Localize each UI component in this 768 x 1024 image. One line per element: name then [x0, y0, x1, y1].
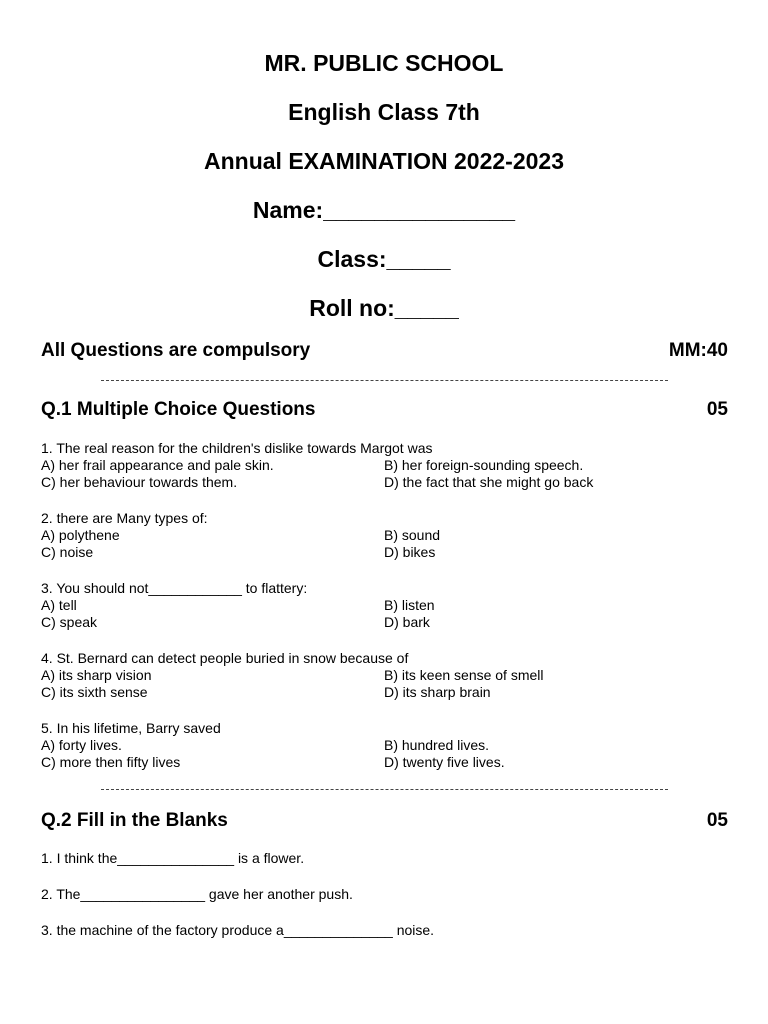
option-d: D) bark — [384, 614, 430, 630]
option-d: D) bikes — [384, 544, 436, 560]
question-text: 1. The real reason for the children's dislike towards Margot was — [41, 440, 433, 456]
mcq-question — [41, 580, 728, 631]
section2-marks: 05 — [706, 810, 728, 831]
option-d: D) twenty five lives. — [384, 754, 505, 770]
class-field: Class:_____ — [317, 246, 451, 272]
question-text: 4. St. Bernard can detect people buried in snow because of — [41, 650, 409, 666]
option-b: B) her foreign-sounding speech. — [384, 457, 584, 473]
option-a: A) tell — [41, 597, 77, 613]
option-b: B) listen — [384, 597, 435, 613]
question-text: 2. there are Many types of: — [41, 510, 208, 526]
name-field: Name:_______________ — [252, 197, 516, 223]
option-c: C) noise — [41, 544, 94, 560]
question-text: 3. You should not____________ to flattery: — [41, 580, 308, 596]
mcq-question — [41, 440, 728, 491]
section2-title: Q.2 Fill in the Blanks — [41, 810, 228, 831]
option-a: A) forty lives. — [41, 737, 122, 753]
exam-title: Annual EXAMINATION 2022-2023 — [203, 148, 564, 174]
mcq-question — [41, 510, 728, 561]
question-text: 5. In his lifetime, Barry saved — [41, 720, 221, 736]
section1-title: Q.1 Multiple Choice Questions — [41, 399, 316, 420]
option-c: C) its sixth sense — [41, 684, 148, 700]
option-a: A) polythene — [41, 527, 120, 543]
instructions-text: All Questions are compulsory — [41, 340, 311, 361]
class-subject: English Class 7th — [288, 99, 480, 125]
divider — [101, 380, 668, 381]
instructions-row — [41, 340, 728, 362]
section2-header — [41, 810, 728, 832]
mcq-question — [41, 650, 728, 701]
school-name: MR. PUBLIC SCHOOL — [264, 50, 504, 76]
option-c: C) her behaviour towards them. — [41, 474, 238, 490]
section1-marks: 05 — [706, 399, 728, 420]
option-a: A) its sharp vision — [41, 667, 152, 683]
option-b: B) its keen sense of smell — [384, 667, 544, 683]
option-d: D) the fact that she might go back — [384, 474, 594, 490]
option-c: C) more then fifty lives — [41, 754, 181, 770]
max-marks: MM:40 — [668, 340, 728, 361]
option-b: B) hundred lives. — [384, 737, 490, 753]
fill-blank-item: 1. I think the_______________ is a flower. — [41, 850, 305, 866]
option-d: D) its sharp brain — [384, 684, 491, 700]
option-c: C) speak — [41, 614, 98, 630]
mcq-question — [41, 720, 728, 771]
fill-blank-item: 3. the machine of the factory produce a______________ noise. — [41, 922, 435, 938]
section1-header — [41, 399, 728, 421]
option-a: A) her frail appearance and pale skin. — [41, 457, 274, 473]
roll-no-field: Roll no:_____ — [309, 295, 459, 321]
option-b: B) sound — [384, 527, 441, 543]
divider — [101, 789, 668, 790]
fill-blank-item: 2. The________________ gave her another push. — [41, 886, 353, 902]
